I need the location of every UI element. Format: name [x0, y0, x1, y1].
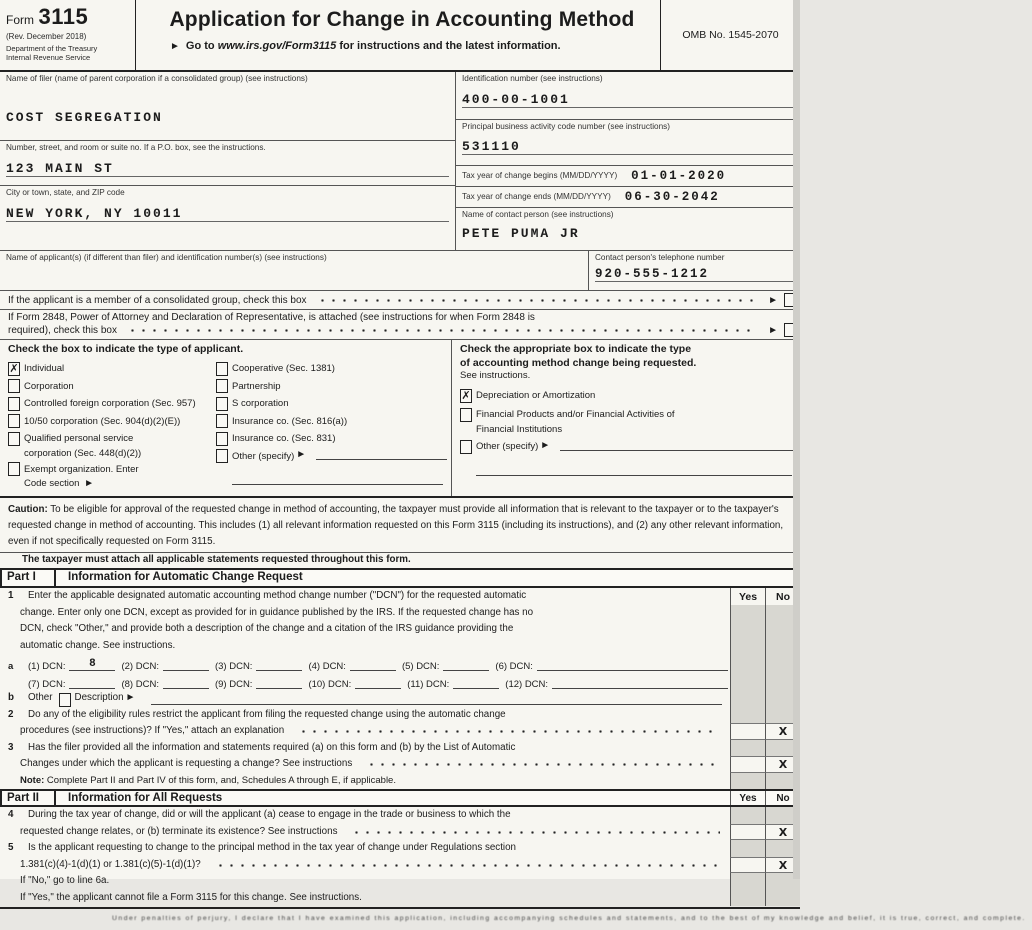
dcn-label: (10) DCN: — [308, 679, 352, 691]
applicant-row — [0, 251, 800, 291]
phone-label: Contact person's telephone number — [595, 253, 725, 262]
checkbox-cfc[interactable] — [8, 397, 20, 411]
question-text: Is the applicant requesting to change to the principal method in the tax year of change under Regulations section — [28, 842, 516, 854]
consolidated-group-text: If the applicant is a member of a consolidated group, check this box — [8, 294, 307, 306]
question-4-no[interactable]: X — [765, 824, 800, 841]
arrow-icon: ► — [84, 478, 94, 490]
dcn-label: (4) DCN: — [308, 661, 346, 673]
phone-input[interactable]: 920-555-1212 — [595, 267, 794, 282]
question-1-row1 — [0, 588, 800, 605]
question-number: 2 — [8, 708, 14, 720]
checkbox-other-applicant[interactable] — [216, 449, 228, 463]
form-2848-text-line2: required), check this box — [8, 324, 117, 336]
yes-cell — [730, 740, 765, 757]
question-text: Changes under which the applicant is requesting a change? See instructions — [20, 758, 353, 770]
checkbox-label: Insurance co. (Sec. 831) — [232, 433, 336, 445]
question-number: 3 — [8, 741, 14, 753]
question-1-row4 — [0, 638, 800, 655]
arrow-icon: ► — [540, 439, 551, 451]
question-text: Do any of the eligibility rules restrict the applicant from filing the requested change using the automatic change — [28, 708, 506, 720]
question-number: 1 — [8, 590, 14, 602]
line-1b-row — [0, 690, 800, 707]
note-text: Complete Part II and Part IV of this form, and, Schedules A through E, if applicable. — [44, 774, 396, 786]
checkbox-other-method[interactable] — [460, 440, 472, 454]
applicant-type-1050[interactable] — [8, 414, 216, 428]
dotted-leader — [349, 826, 720, 838]
dotted-leader — [296, 726, 720, 738]
checkbox-s-corporation[interactable] — [216, 397, 228, 411]
goto-url[interactable]: www.irs.gov/Form3115 — [217, 40, 337, 52]
yes-cell — [730, 638, 765, 655]
arrow-icon: ► — [768, 294, 778, 306]
applicant-type-corporation[interactable] — [8, 379, 216, 393]
other-method-input-line2[interactable] — [476, 462, 792, 476]
question-4-row1 — [0, 807, 800, 824]
agency-line1: Department of the Treasury — [6, 44, 98, 53]
check-mark: ✗ — [9, 362, 19, 376]
form-number: 3115 — [38, 4, 89, 29]
question-number: 4 — [8, 809, 14, 821]
tax-year-begins-input[interactable]: 01-01-2020 — [631, 169, 727, 183]
dcn-row-1 — [0, 654, 800, 672]
applicant-type-cooperative[interactable] — [216, 362, 447, 376]
checkbox-label: Other (specify) — [232, 450, 295, 462]
question-1-row2 — [0, 605, 800, 622]
question-5-no[interactable]: X — [765, 857, 800, 874]
tax-year-ends-input[interactable]: 06-30-2042 — [624, 190, 720, 204]
question-2-no[interactable]: X — [765, 723, 800, 740]
tax-year-ends-label: Tax year of change ends (MM/DD/YYYY) — [462, 192, 611, 202]
other-label: Other — [28, 692, 53, 704]
other-specify-input[interactable] — [316, 449, 447, 460]
note-label: Note: — [20, 774, 45, 786]
checkbox-label: Corporation — [24, 380, 74, 392]
checkbox-qpsc[interactable] — [8, 432, 20, 446]
applicant-type-heading: Check the box to indicate the type of applicant. — [8, 343, 244, 355]
method-type-box — [452, 340, 800, 496]
checkbox-label-line2: Financial Institutions — [476, 423, 563, 435]
dcn-7-input[interactable] — [69, 688, 115, 689]
dotted-leader — [213, 859, 720, 871]
dcn-row-2 — [0, 672, 800, 690]
contact-person-cell — [456, 208, 800, 250]
filer-city-input[interactable]: NEW YORK, NY 10011 — [6, 206, 449, 222]
question-text: DCN, check "Other," and provide both a description of the change and a citation of the IRS guidance providing the — [20, 623, 514, 635]
dcn-9-input[interactable] — [256, 688, 302, 689]
question-4-answer-row — [0, 824, 800, 841]
tax-year-ends-cell — [456, 187, 800, 208]
dcn-label: (3) DCN: — [214, 661, 253, 673]
form-title-block — [136, 0, 660, 70]
applicant-type-cfc[interactable] — [8, 397, 216, 411]
checkbox-label: Controlled foreign corporation (Sec. 957) — [24, 398, 196, 410]
checkbox-label: S corporation — [232, 398, 289, 410]
description-input[interactable] — [151, 693, 722, 705]
dotted-leader — [364, 759, 720, 771]
part2-heading: Information for All Requests — [68, 792, 223, 805]
if-no-text: If "No," go to line 6a. — [20, 875, 110, 887]
contact-person-input[interactable]: PETE PUMA JR — [462, 225, 580, 241]
checkbox-label: Individual — [24, 363, 65, 375]
dcn-6-input[interactable] — [537, 670, 728, 671]
method-heading-line2: of accounting method change being requested. — [460, 356, 697, 369]
consolidated-group-line — [0, 291, 800, 310]
part1-note-row — [0, 773, 800, 790]
contact-person-label: Name of contact person (see instructions) — [462, 210, 614, 219]
code-section-line — [24, 478, 216, 489]
question-text: requested change relates, or (b) terminate its existence? See instructions — [20, 825, 338, 837]
dcn-label: (9) DCN: — [214, 679, 253, 691]
question-2-yes[interactable] — [730, 723, 765, 740]
dcn-label: (2) DCN: — [121, 661, 159, 673]
checkbox-depreciation[interactable] — [460, 389, 472, 403]
question-text: automatic change. See instructions. — [20, 639, 176, 651]
checkbox-label-line2: corporation (Sec. 448(d)(2)) — [24, 447, 142, 459]
applicant-type-qpsc[interactable] — [8, 432, 216, 446]
tax-year-begins-label: Tax year of change begins (MM/DD/YYYY) — [462, 171, 618, 181]
checkbox-individual[interactable] — [8, 362, 20, 376]
checkbox-label: Other (specify) — [476, 441, 539, 453]
filer-city-cell — [0, 185, 455, 232]
question-text: change. Enter only one DCN, except as provided for in guidance published by the IRS. If the requested change has no — [20, 606, 534, 618]
yes-column-header: Yes — [730, 791, 765, 805]
agency-line2: Internal Revenue Service — [6, 53, 91, 63]
question-5-answer-row — [0, 857, 800, 874]
applicant-type-partnership[interactable] — [216, 379, 447, 393]
if-yes-text: If "Yes," the applicant cannot file a Form 3115 for this change. See instructions. — [20, 891, 362, 903]
arrow-icon: ► — [296, 449, 307, 461]
question-3-yes[interactable] — [730, 756, 765, 773]
applicant-type-box — [0, 340, 452, 496]
method-other[interactable] — [460, 440, 796, 454]
question-4-yes[interactable] — [730, 824, 765, 841]
dotted-leader — [315, 294, 759, 306]
filer-info-grid — [0, 72, 800, 251]
scan-edge — [793, 0, 800, 879]
dcn-label: (1) DCN: — [28, 661, 66, 673]
identification-cell — [456, 72, 800, 120]
activity-code-input[interactable]: 531110 — [462, 139, 794, 155]
yes-cell — [730, 807, 765, 824]
arrow-icon: ► — [125, 692, 136, 704]
form-title: Application for Change in Accounting Method — [169, 8, 635, 31]
other-specify-input-line2[interactable] — [232, 471, 443, 485]
checkbox-label: Insurance co. (Sec. 816(a)) — [232, 415, 348, 427]
yes-cell — [730, 672, 765, 690]
checkbox-partnership[interactable] — [216, 379, 228, 393]
question-2-row1 — [0, 707, 800, 724]
check-mark: ✗ — [461, 389, 471, 403]
filer-street-input[interactable]: 123 MAIN ST — [6, 161, 449, 177]
applicant-type-insurance-816[interactable] — [216, 414, 447, 428]
dcn-5-input[interactable] — [443, 670, 489, 671]
perjury-declaration: Under penalties of perjury, I declare that I have examined this application, including accompanying schedules and statements, and to the best of my knowledge and belief, it is true, correct, and complete. — [112, 915, 1026, 923]
question-text: Has the filer provided all the information and statements required (a) on this form and (b) by the List of Automatic — [28, 741, 516, 753]
checkbox-label: Cooperative (Sec. 1381) — [232, 363, 335, 375]
yes-cell — [730, 690, 765, 707]
dcn-label: (7) DCN: — [28, 679, 66, 691]
arrow-icon: ► — [768, 324, 778, 336]
part2-header — [0, 789, 800, 807]
question-5-if-yes-row — [0, 890, 800, 907]
checkbox-other-dcn[interactable] — [59, 693, 71, 707]
question-text: During the tax year of change, did or will the applicant (a) cease to engage in the trade or business to which the — [28, 809, 511, 821]
applicant-type-exempt[interactable] — [8, 462, 216, 476]
part1-label: Part I — [0, 570, 56, 586]
other-method-input[interactable] — [560, 440, 796, 451]
checkbox-insurance-816[interactable] — [216, 414, 228, 428]
checkbox-label: Exempt organization. Enter — [24, 463, 139, 475]
applicant-type-other[interactable] — [216, 449, 447, 463]
attach-statement-line: The taxpayer must attach all applicable statements requested throughout this form. — [0, 553, 800, 570]
caution-text: To be eligible for approval of the requested change in method of accounting, the taxpayer must provide all information that is relevant to the taxpayer or to the taxpayer's requested change in method of accounting. This includes (1) all relevant information requested on this Form 3115 (including its instructions), and (2) any other relevant information, even if not specifically requested on Form 3115. — [8, 504, 784, 548]
question-3-answer-row — [0, 756, 800, 773]
dcn-label: (6) DCN: — [495, 661, 533, 673]
form-revision: (Rev. December 2018) — [6, 32, 87, 41]
dcn-12-input[interactable] — [552, 688, 728, 689]
bottom-rule — [0, 907, 800, 909]
question-text: 1.381(c)(4)-1(d)(1) or 1.381(c)(5)-1(d)(1)? — [20, 858, 201, 870]
form-2848-text-line1: If Form 2848, Power of Attorney and Declaration of Representative, is attached (see instructions for when Form 2848 is — [8, 312, 535, 323]
caution-paragraph — [0, 498, 800, 553]
form-id-block — [0, 0, 136, 70]
dcn-1-input[interactable]: 8 — [69, 658, 115, 671]
part1-header — [0, 570, 800, 588]
type-selection-section — [0, 340, 800, 498]
method-financial-products[interactable] — [460, 408, 796, 422]
question-5-row1 — [0, 840, 800, 857]
question-text: Enter the applicable designated automatic accounting method change number ("DCN") for the requested automatic — [28, 590, 527, 602]
checkbox-1050-corporation[interactable] — [8, 414, 20, 428]
line-1a-label: a — [8, 661, 14, 673]
filer-street-label: Number, street, and room or suite no. If a P.O. box, see the instructions. — [6, 143, 266, 152]
method-depreciation[interactable] — [460, 389, 796, 403]
checkbox-label: 10/50 corporation (Sec. 904(d)(2)(E)) — [24, 415, 181, 427]
question-text: procedures (see instructions)? If "Yes," attach an explanation — [20, 725, 285, 737]
no-cell — [765, 890, 800, 907]
signature-section — [0, 912, 1026, 930]
yes-cell — [730, 773, 765, 790]
question-number: 5 — [8, 842, 14, 854]
question-2-answer-row — [0, 723, 800, 740]
applicant-name-label: Name of applicant(s) (if different than filer) and identification number(s) (see instructions) — [6, 253, 327, 262]
tax-year-begins-cell — [456, 166, 800, 187]
checkbox-financial-products[interactable] — [460, 408, 472, 422]
dcn-label: (5) DCN: — [401, 661, 440, 673]
goto-prefix: Go to — [185, 40, 218, 52]
dcn-2-input[interactable] — [163, 670, 209, 671]
part2-label: Part II — [0, 791, 56, 805]
method-heading-line1: Check the appropriate box to indicate the type — [460, 343, 692, 355]
yes-cell — [730, 873, 765, 890]
arrow-icon: ► — [170, 41, 180, 52]
yes-cell — [730, 840, 765, 857]
dcn-3-input[interactable] — [256, 670, 302, 671]
filer-street-cell — [0, 140, 455, 185]
identification-label: Identification number (see instructions) — [462, 74, 603, 83]
applicant-type-insurance-831[interactable] — [216, 432, 447, 446]
dotted-leader — [125, 324, 758, 336]
no-column-header: No — [765, 588, 800, 605]
applicant-type-individual[interactable] — [8, 362, 216, 376]
filer-name-cell — [0, 72, 455, 140]
yes-cell — [730, 621, 765, 638]
dcn-label: (8) DCN: — [121, 679, 159, 691]
identification-input[interactable]: 400-00-1001 — [462, 92, 794, 108]
filer-name-label: Name of filer (name of parent corporation if a consolidated group) (see instructions) — [6, 74, 308, 83]
checkbox-label-line2: Code section — [24, 478, 80, 490]
checkbox-label: Qualified personal service — [24, 433, 134, 445]
method-heading-line3: See instructions. — [460, 370, 531, 382]
checkbox-cooperative[interactable] — [216, 362, 228, 376]
checkbox-insurance-831[interactable] — [216, 432, 228, 446]
dcn-label: (12) DCN: — [505, 679, 549, 691]
yes-cell — [730, 605, 765, 622]
yes-column-header: Yes — [730, 588, 765, 605]
dcn-label: (11) DCN: — [407, 679, 450, 691]
question-3-row1 — [0, 740, 800, 757]
yes-cell — [730, 890, 765, 907]
form-2848-block — [0, 310, 800, 340]
goto-line — [154, 40, 650, 52]
no-column-header: No — [765, 791, 800, 805]
form-header — [0, 0, 800, 72]
description-label: Description — [74, 692, 124, 704]
dcn-11-input[interactable] — [453, 688, 499, 689]
dcn-10-input[interactable] — [355, 688, 401, 689]
checkbox-label: Partnership — [232, 380, 281, 392]
goto-suffix: for instructions and the latest information. — [336, 40, 561, 52]
checkbox-label: Depreciation or Amortization — [476, 390, 596, 402]
phone-cell — [588, 251, 800, 290]
activity-code-cell — [456, 120, 800, 166]
applicant-name-cell — [0, 251, 588, 290]
checkbox-label: Financial Products and/or Financial Activities of — [476, 409, 675, 421]
question-3-no[interactable]: X — [765, 756, 800, 773]
part1-heading: Information for Automatic Change Request — [68, 571, 303, 584]
question-5-yes[interactable] — [730, 857, 765, 874]
question-5-if-no-row — [0, 873, 800, 890]
activity-code-label: Principal business activity code number (see instructions) — [462, 122, 670, 131]
form-word: Form — [6, 13, 34, 27]
line-1b-label: b — [8, 692, 14, 704]
applicant-type-s-corporation[interactable] — [216, 397, 447, 411]
filer-name-input[interactable]: COST SEGREGATION — [6, 109, 163, 125]
filer-city-label: City or town, state, and ZIP code — [6, 188, 125, 197]
question-1-row3 — [0, 621, 800, 638]
checkbox-exempt-org[interactable] — [8, 462, 20, 476]
dcn-4-input[interactable] — [350, 670, 396, 671]
yes-cell — [730, 707, 765, 724]
yes-cell — [730, 654, 765, 672]
omb-number: OMB No. 1545-2070 — [660, 0, 800, 70]
checkbox-corporation[interactable] — [8, 379, 20, 393]
caution-label: Caution: — [8, 504, 48, 515]
dcn-8-input[interactable] — [163, 688, 209, 689]
